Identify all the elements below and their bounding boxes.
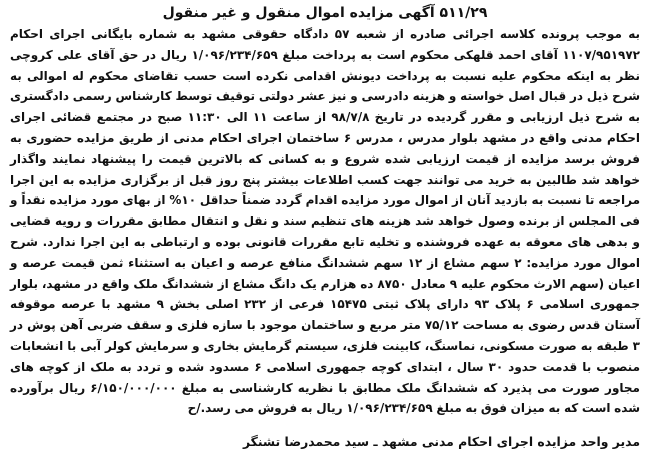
notice-body: به موجب پرونده کلاسه اجرائی صادره از شعبه ۵۷ دادگاه حقوقی مشهد به شماره بایگانی اجرای احکام ۱۱۰۷/۹۵۱۹۷۲ آقای احمد قلهکی محکوم است به پرداخت مبلغ ۱/۰۹۶/۲۳۴/۶۵۹ ریال در حق آقای علی کروچی نظر به اینکه محکوم علیه نسبت به پرداخت دیونش اقدامی نکرده است حسب تقاضای محکوم له اموالی به شرح ذیل در قبال اصل خواسته و هزینه دادرسی و نیز عشر دولتی توقیف توسط کارشناس رسمی دادگستری به شرح ذیل ارزیابی و مقرر گردیده در تاریخ ۹۸/۷/۸ از ساعت ۱۱ الی ۱۱:۳۰ صبح در مجتمع قضائی اجرای احکام مدنی واقع در مشهد بلوار مدرس ، مدرس ۶ ساختمان اجرای احکام مدنی از طریق مزایده حضوری به فروش برسد مزایده از قیمت ارزیابی شده شروع و به کسانی که بالاترین قیمت را پیشنهاد نمایند واگذار خواهد شد طالبین به خرید می توانند جهت کسب اطلاعات بیشتر پنج روز قبل از برگزاری مزایده به این اجرا مراجعه تا نسبت به بازدید آنان از اموال مورد مزایده اقدام گردد ضمناً حداقل ۱۰% از بهای مورد مزایده نقداً و فی المجلس از برنده وصول خواهد شد هزینه های تنظیم سند و نقل و انتقال مطابق مقررات و رویه قضایی و بدهی های معوقه به عهده فروشنده و تخلیه تابع مقررات قانونی بوده و ارتباطی به این اجرا ندارد. شرح اموال مورد مزایده: ۲ سهم مشاع از ۱۲ سهم ششدانگ منافع عرصه و اعیان به استثناء ثمن قیمت عرصه و اعیان (سهم الارث محکوم علیه ۹ معادل ۸۷۵۰ ده هزارم یک دانگ مشاع از ششدانگ ملک واقع در مشهد، بلوار جمهوری اسلامی ۶ پلاک ۹۳ دارای پلاک ثبتی ۱۵۴۷۵ فرعی از ۲۳۲ اصلی بخش ۹ مشهد با عرصه موقوفه آستان قدس رضوی به مساحت ۷۵/۱۲ متر مربع و ساختمان موجود با سازه فلزی و سقف ضربی آهن پوش در ۳ طبقه به صورت مسکونی، نماسنگ، کابینت فلزی، سیستم گرمایش بخاری و سرمایش کولر آبی با انشعابات منصوب با قدمت حدود ۳۰ سال ، ابتدای کوچه جمهوری اسلامی ۶ مسدود شده و تردد به ملک از کوچه های مجاور صورت می پذیرد که ششدانگ ملک مطابق با نظریه کارشناسی به مبلغ ۶/۱۵۰/۰۰۰/۰۰۰ ریال برآورده شده است که به میزان فوق به مبلغ ۱/۰۹۶/۲۳۴/۶۵۹ ریال به فروش می رسد./ح <box>10 27 641 416</box>
notice-title: ۵۱۱/۲۹ آگهی مزایده اموال منقول و غیر منقول <box>162 5 488 21</box>
notice-signature: مدیر واحد مزایده اجرای احکام مدنی مشهد ـ سید محمدرضا تشنگر <box>242 434 640 449</box>
